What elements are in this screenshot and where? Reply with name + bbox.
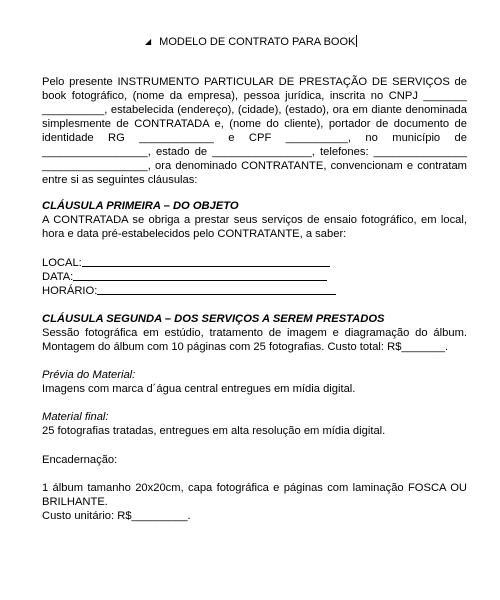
triangle-marker-icon: ◢ xyxy=(145,37,152,46)
preview-heading: Prévia do Material: xyxy=(42,369,136,381)
preview-text: Imagens com marca d´água central entregues em mídia digital. xyxy=(42,383,356,395)
field-local xyxy=(42,256,467,270)
clause-1-title: CLÁUSULA PRIMEIRA – DO OBJETO xyxy=(42,200,239,212)
field-local-label: LOCAL: xyxy=(42,257,82,269)
field-horario-blank[interactable] xyxy=(97,284,336,295)
fields-block[interactable] xyxy=(42,256,467,298)
clause-2[interactable] xyxy=(42,312,467,354)
field-data-label: DATA: xyxy=(42,271,74,283)
field-data-blank[interactable] xyxy=(73,270,327,281)
document-title-text: MODELO DE CONTRATO PARA BOOK xyxy=(159,36,356,48)
field-local-blank[interactable] xyxy=(82,256,330,267)
intro-paragraph[interactable] xyxy=(42,75,467,187)
binding-unit-cost: Custo unitário: R$_________. xyxy=(42,510,191,522)
binding-spacer xyxy=(42,467,467,481)
clause-1-text: A CONTRATADA se obriga a prestar seus serviços de ensaio fotográfico, em local, hora e data pré-estabelecidos pelo CONTRATANTE, a saber: xyxy=(42,214,467,240)
final-material-section[interactable] xyxy=(42,410,467,438)
field-data xyxy=(42,270,467,284)
field-horario xyxy=(42,284,467,298)
binding-heading: Encadernação: xyxy=(42,454,118,466)
binding-section[interactable] xyxy=(42,453,467,523)
preview-section[interactable] xyxy=(42,368,467,396)
final-material-text: 25 fotografias tratadas, entregues em alta resolução em mídia digital. xyxy=(42,425,386,437)
document-title xyxy=(145,35,365,49)
clause-2-text: Sessão fotográfica em estúdio, tratamento de imagem e diagramação do álbum. Montagem do álbum com 10 páginas com 25 fotografias. Custo total: R$_______. xyxy=(42,327,467,353)
binding-text: 1 álbum tamanho 20x20cm, capa fotográfica e páginas com laminação FOSCA OU BRILHANTE. xyxy=(42,482,467,508)
final-material-heading: Material final: xyxy=(42,411,109,423)
clause-1[interactable] xyxy=(42,199,467,241)
field-horario-label: HORÁRIO: xyxy=(42,285,98,297)
text-cursor xyxy=(356,35,357,47)
intro-text: Pelo presente INSTRUMENTO PARTICULAR DE PRESTAÇÃO DE SERVIÇOS de book fotográfico, (nome da empresa), pessoa jurídica, inscrita no CNPJ _______ __________, estabelecida (endereço), (cidade), (estado), ora em diante denominada simplesmente de CONTRATADA e, (nome do cliente), portador de documento de identidade RG ____________ e CPF __________, no município de _________________, estado de ________________, telefones: _______________ _________________, ora denominado CONTRATANTE, convencionam e contratam entre si as seguintes cláusulas: xyxy=(42,76,467,186)
clause-2-title: CLÁUSULA SEGUNDA – DOS SERVIÇOS A SEREM PRESTADOS xyxy=(42,313,385,325)
